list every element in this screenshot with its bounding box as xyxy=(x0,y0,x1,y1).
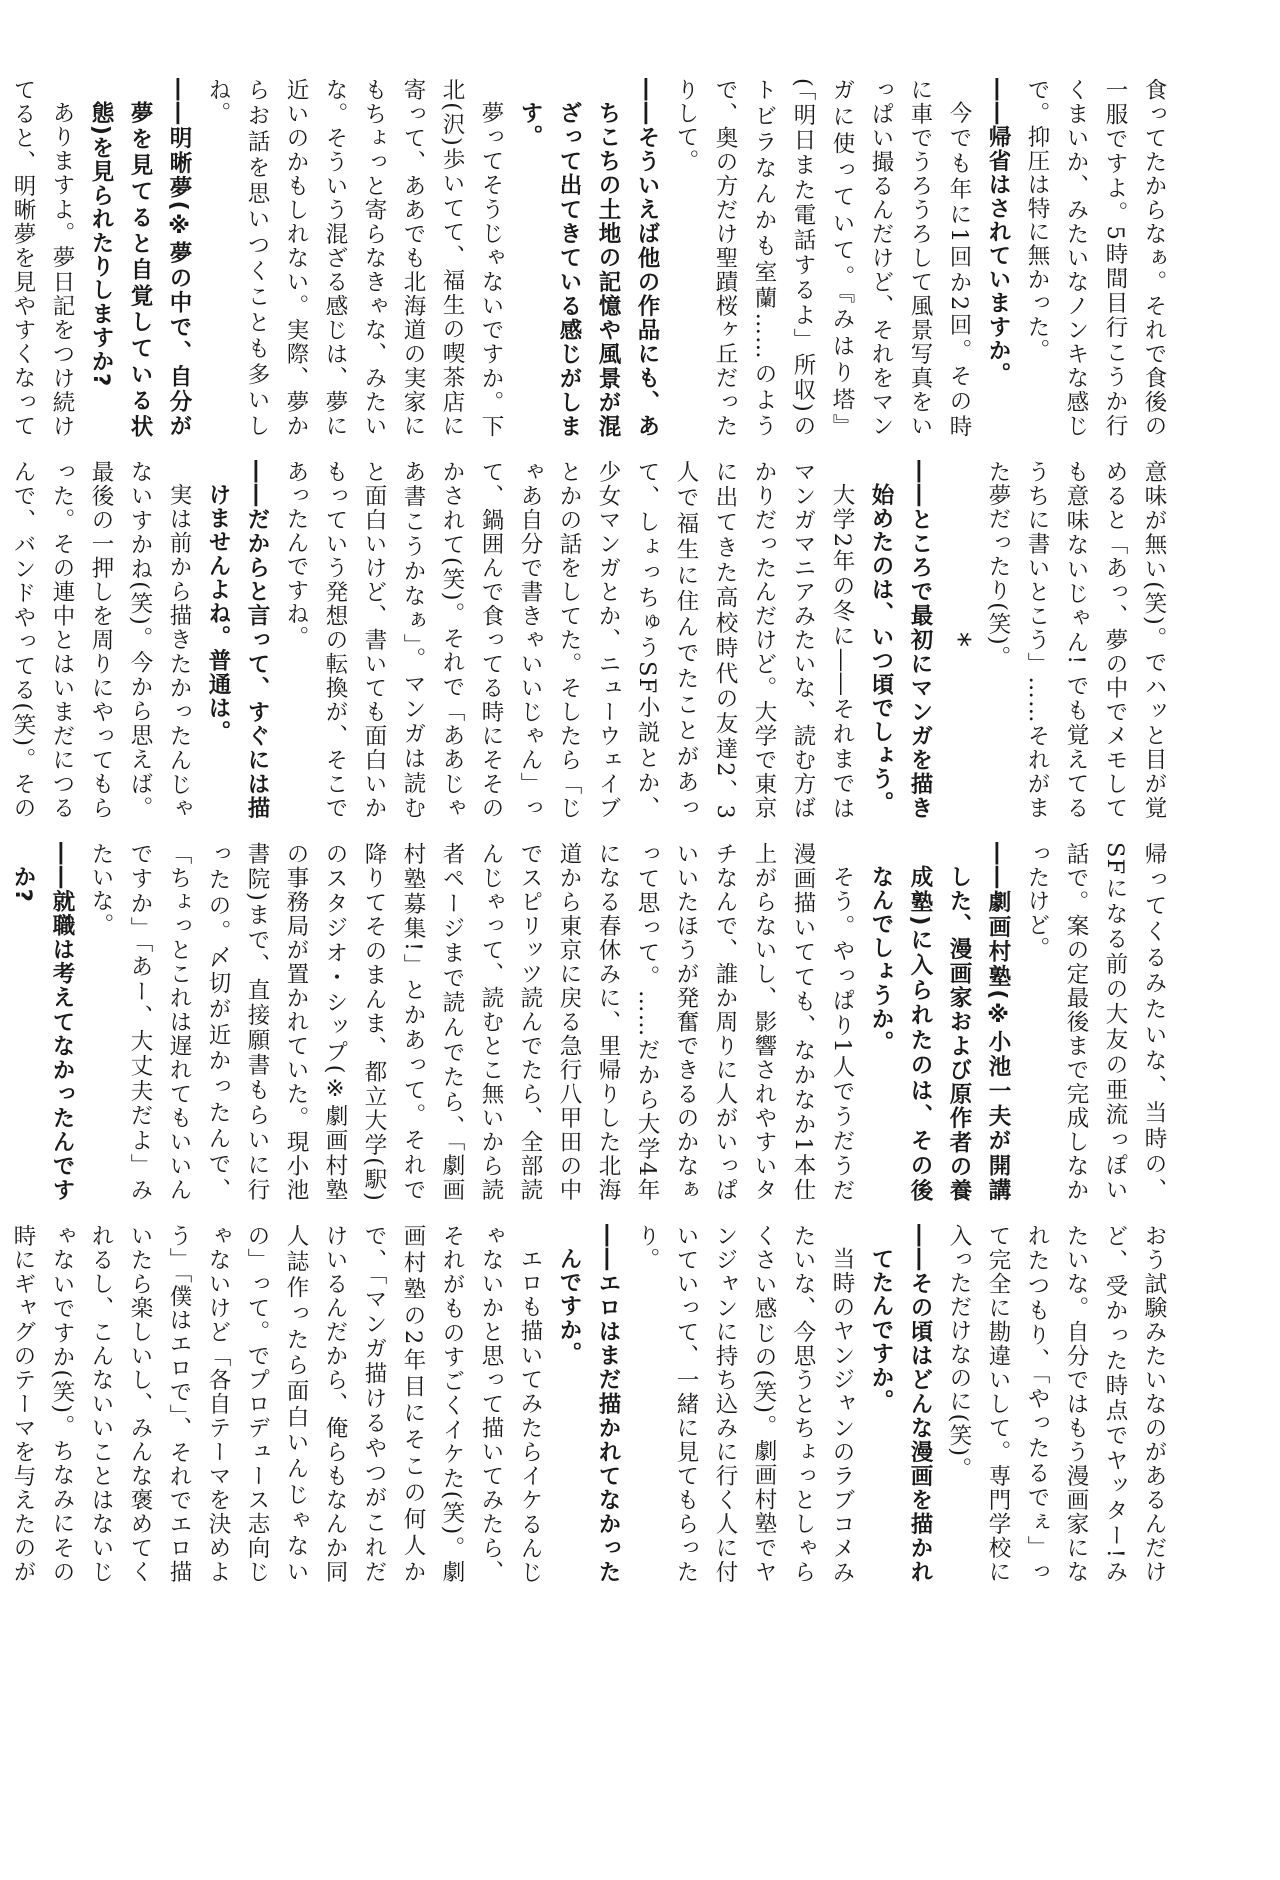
text-tier-middle xyxy=(10,460,1173,820)
continued-paragraph: 食ってたからなぁ。それで食後の一服ですよ。5時間目行こうか行くまいか、みたいなノンキな感じで。抑圧は特に無かった。 xyxy=(1024,78,1167,438)
continued-paragraph: 意味が無い(笑)。でハッと目が覚めると「あっ、夢の中でメモしても意味ないじゃん! でも覚えてるうちに書いとこう」……それがまた夢だったり(笑)。 xyxy=(985,460,1167,820)
text-tier-bottom xyxy=(10,1224,1173,1584)
answer-paragraph xyxy=(0,842,3,1202)
answer-paragraph: そう。やっぱり1人でうだうだ漫画描いてても、なかなか1本仕上がらないし、影響されやすいタチなんで、誰か周りに人がいっぱいいたほうが発奮できるのかなぁって思って。……だから大学4年になる春休みに、里帰りした北海道から東京に戻る急行八甲田の中でスピリッツ読んでたら、全部読んじゃって、読むとこ無いから読者ページまで読んでたら、「劇画村塾募集!」とかあって。それで降りてそのまんま、都立大学(駅)のスタジオ・シップ(※劇画村塾の事務局が置かれていた。現小池書院)まで、直接願書もらいに行ったの。〆切が近かったんで、「ちょっとこれは遅れてもいいんですか」「あー、大丈夫だよ」みたいな。 xyxy=(88,842,855,1202)
interview-question: ――劇画村塾(※小池一夫が開講した、漫画家および原作者の養成塾)に入られたのは、その後なんでしょうか。 xyxy=(868,842,1011,1202)
section-break: * xyxy=(941,631,976,649)
interview-question: ――明晰夢(※夢の中で、自分が夢を見てると自覚している状態)を見られたりしますか? xyxy=(88,78,192,438)
answer-paragraph: ありますよ。夢日記をつけ続けてると、明晰夢を見やすくなって xyxy=(10,78,75,438)
interview-question: ――その頃はどんな漫画を描かれてたんですか。 xyxy=(868,1224,933,1584)
answer-paragraph: 当時のヤンジャンのラブコメみたいな、今思うとちょっとしゃらくさい感じの(笑)。劇画村塾でヤンジャンに持ち込みに行く人に付いていって、一緒に見てもらったり。 xyxy=(634,1224,855,1584)
answer-paragraph: エロも描いてみたらイケるんじゃないかと思って描いてみたら、それがものすごくイケた(笑)。劇画村塾の2年目にそこの何人かで、「マンガ描けるやつがこれだけいるんだから、俺らもなんか同人誌作ったら面白いんじゃないの」って。でプロデュース志向じゃないけど「各自テーマを決めよう」「僕はエロで」、それでエロ描いたら楽しいし、みんな褒めてくれるし、こんないいことはないじゃないですか(笑)。ちなみにその時にギャグのテーマを与えたのが xyxy=(10,1224,543,1584)
answer-paragraph: 今でも年に1回か2回。その時に車でうろうろして風景写真をいっぱい撮るんだけど、それをマンガに使っていて。『みはり塔』(「明日また電話するよ」所収)のトビラなんかも室蘭……のようで、奥の方だけ聖蹟桜ヶ丘だったりして。 xyxy=(673,78,972,438)
interview-question: ――そういえば他の作品にも、あちこちの土地の記憶や風景が混ざって出てきている感じがします。 xyxy=(517,78,660,438)
interview-question: ――帰省はされていますか。 xyxy=(985,78,1011,387)
answer-paragraph: 大学2年の冬に――それまではマンガマニアみたいな、読む方ばかりだったんだけど。大学で東京に出てきた高校時代の友達2、3人で福生に住んでたことがあって、しょっちゅうSF小説とか、少女マンガとか、ニューウェイブとかの話をしてた。そしたら「じゃあ自分で書きゃいいじゃん」って、鍋囲んで食ってる時にそそのかされて(笑)。それで「ああじゃあ書こうかなぁ」。マンガは読むと面白いけど、書いても面白いかもっていう発想の転換が、そこであったんですね。 xyxy=(283,460,855,820)
answer-paragraph: 実は前から描きたかったんじゃないすかね(笑)。今から思えば。最後の一押しを周りにやってもらった。その連中とはいまだにつるんで、バンドやってる(笑)。その xyxy=(10,460,192,820)
continued-paragraph: おう試験みたいなのがあるんだけど、受かった時点でヤッター!みたいな。自分ではもう漫画家になれたつもり、「やったるでぇ」って完全に勘違いして。専門学校に入っただけなのに(笑)。 xyxy=(946,1224,1167,1584)
text-tier-top xyxy=(10,78,1173,438)
answer-paragraph: 夢ってそうじゃないですか。下北(沢)歩いてて、福生の喫茶店に寄って、ああでも北海道の実家にもちょっと寄らなきゃな、みたいな。そういう混ざる感じは、夢に近いのかもしれない。実際、夢からお話を思いつくことも多いしね。 xyxy=(205,78,504,438)
interview-question: ――就職は考えてなかったんですか? xyxy=(10,842,75,1202)
continued-paragraph: 帰ってくるみたいな、当時の、SFになる前の大友の亜流っぽい話で。案の定最後まで完成しなかったけど。 xyxy=(1024,842,1167,1202)
interview-question: ――だからと言って、すぐには描けませんよね。普通は。 xyxy=(205,460,270,820)
text-tier-third xyxy=(10,842,1173,1202)
interview-question: ――ところで最初にマンガを描き始めたのは、いつ頃でしょう。 xyxy=(868,460,933,820)
interview-question: ――エロはまだ描かれてなかったんですか。 xyxy=(556,1224,621,1584)
